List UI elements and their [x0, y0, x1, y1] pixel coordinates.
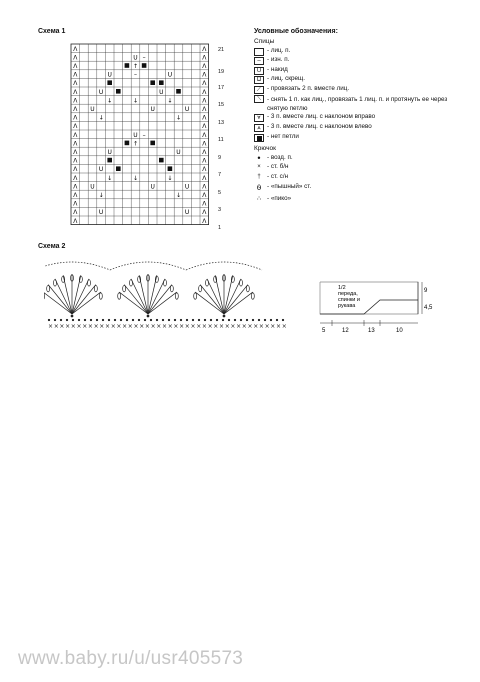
svg-text:–: – [142, 131, 146, 139]
legend-text: - 3 п. вместе лиц. с наклоном влево [267, 123, 372, 131]
legend-text: - возд. п. [267, 153, 293, 161]
svg-text:×: × [207, 323, 213, 330]
puff-icon: ⍬ [256, 182, 262, 192]
row-number: 11 [218, 137, 224, 143]
svg-text:Ʌ: Ʌ [73, 174, 78, 182]
svg-text:Ʌ: Ʌ [73, 106, 78, 113]
dc-icon: † [257, 173, 261, 180]
legend-item [254, 184, 469, 196]
svg-text:↑: ↑ [132, 140, 139, 148]
svg-text:×: × [59, 323, 65, 330]
legend-text: - накид [267, 65, 288, 73]
svg-text:↓: ↓ [132, 97, 139, 105]
svg-text:Ʌ: Ʌ [202, 217, 207, 225]
square-empty-icon [254, 48, 264, 56]
measure-value: 10 [396, 328, 403, 334]
legend-text: - провязать 2 п. вместе лиц. [267, 84, 350, 92]
svg-text:U: U [133, 54, 138, 62]
legend-text: - ст. б/н [267, 163, 289, 171]
pattern-measurement-diagram [318, 276, 440, 334]
crochet-edging-chart [44, 260, 294, 332]
svg-text:U: U [150, 106, 155, 113]
scheme1-title: Схема 1 [38, 28, 66, 35]
svg-text:Ʌ: Ʌ [73, 217, 78, 225]
svg-text:↓: ↓ [98, 114, 104, 122]
svg-text:Ʌ: Ʌ [73, 209, 78, 217]
k3tog-left-icon: ⩓ [254, 124, 264, 132]
row-number: 5 [218, 190, 222, 196]
svg-text:U: U [159, 88, 164, 96]
legend-text: - снять 1 п. как лиц., провязать 1 лиц. п. и протянуть ее через снятую петлю [267, 96, 448, 113]
svg-text:U: U [98, 88, 104, 96]
svg-text:×: × [144, 323, 150, 330]
svg-text:×: × [167, 323, 173, 330]
legend [254, 28, 469, 205]
svg-text:×: × [224, 323, 230, 330]
svg-text:Ʌ: Ʌ [73, 183, 78, 191]
svg-text:×: × [65, 323, 71, 330]
legend-item [254, 86, 469, 96]
svg-text:Ʌ: Ʌ [73, 131, 78, 139]
svg-text:U: U [184, 106, 190, 113]
ssk-icon: ⟍ [254, 95, 264, 103]
svg-text:×: × [201, 323, 207, 330]
knitting-chart [66, 41, 216, 231]
svg-text:U: U [90, 183, 95, 191]
row-number: 21 [218, 47, 225, 53]
svg-text:×: × [241, 323, 247, 330]
legend-item [254, 134, 469, 144]
svg-text:×: × [53, 323, 59, 330]
svg-text:↓: ↓ [175, 192, 182, 199]
svg-text:×: × [150, 323, 156, 330]
row-number: 7 [218, 172, 222, 178]
svg-text:↓: ↓ [175, 114, 182, 122]
legend-text: - лиц. п. [267, 46, 291, 54]
svg-text:Ʌ: Ʌ [73, 45, 78, 53]
legend-text: - «пышный» ст. [267, 182, 312, 190]
svg-text:Ʌ: Ʌ [73, 80, 78, 88]
svg-text:×: × [105, 323, 111, 330]
svg-text:–: – [134, 71, 137, 79]
svg-text:×: × [258, 323, 264, 330]
svg-text:×: × [99, 323, 105, 330]
row-number: 15 [218, 102, 225, 108]
svg-text:×: × [281, 323, 287, 330]
svg-text:×: × [162, 323, 168, 330]
svg-text:Ʌ: Ʌ [73, 54, 78, 62]
svg-text:U: U [133, 131, 138, 139]
dash-icon: – [254, 57, 264, 65]
measure-label: 1/2 [338, 285, 346, 291]
svg-text:Ʌ: Ʌ [202, 80, 207, 88]
measure-value: 13 [368, 328, 375, 334]
crossed-knit-icon: Ω [254, 76, 264, 84]
svg-text:Ʌ: Ʌ [202, 97, 207, 105]
svg-text:×: × [196, 323, 202, 330]
legend-text: - ст. с/н [267, 172, 289, 180]
svg-text:Ʌ: Ʌ [73, 140, 78, 148]
measure-label: спинки и [338, 297, 360, 303]
legend-text: - лиц. скрещ. [267, 75, 305, 83]
svg-text:Ʌ: Ʌ [202, 63, 207, 70]
svg-text:U: U [176, 149, 181, 156]
svg-text:U: U [98, 166, 104, 174]
svg-text:Ʌ: Ʌ [73, 157, 78, 165]
svg-text:×: × [93, 323, 99, 330]
svg-text:×: × [264, 323, 270, 330]
u-icon: U [254, 67, 264, 75]
svg-text:Ʌ: Ʌ [73, 88, 78, 96]
svg-text:U: U [107, 71, 112, 79]
svg-text:Ʌ: Ʌ [73, 200, 78, 208]
svg-text:U: U [98, 209, 104, 217]
svg-text:×: × [230, 323, 236, 330]
svg-text:U: U [184, 209, 190, 217]
svg-text:Ʌ: Ʌ [73, 149, 78, 156]
legend-text: - нет петли [267, 132, 299, 140]
legend-item [254, 196, 469, 206]
svg-text:U: U [184, 183, 190, 191]
row-number: 17 [218, 85, 225, 91]
row-number: 19 [218, 69, 225, 75]
svg-text:↓: ↓ [107, 97, 113, 105]
measure-label: рукава [338, 303, 356, 309]
measure-value: 5 [322, 328, 326, 334]
svg-text:Ʌ: Ʌ [202, 71, 207, 79]
svg-text:×: × [179, 323, 185, 330]
svg-text:Ʌ: Ʌ [202, 183, 207, 191]
svg-text:–: – [142, 54, 146, 62]
svg-text:×: × [213, 323, 219, 330]
svg-text:Ʌ: Ʌ [73, 97, 78, 105]
svg-text:↓: ↓ [132, 174, 139, 182]
row-number: 1 [218, 225, 222, 231]
svg-text:↓: ↓ [107, 174, 113, 182]
svg-text:Ʌ: Ʌ [202, 149, 207, 156]
svg-text:Ʌ: Ʌ [73, 71, 78, 79]
svg-text:↓: ↓ [98, 192, 104, 199]
svg-text:Ʌ: Ʌ [202, 131, 207, 139]
legend-text: - изн. п. [267, 56, 290, 64]
legend-text: - 3 п. вместе лиц. с наклоном вправо [267, 113, 376, 121]
svg-text:Ʌ: Ʌ [202, 200, 207, 208]
row-number: 9 [218, 155, 222, 161]
svg-text:×: × [139, 323, 145, 330]
svg-text:×: × [184, 323, 190, 330]
legend-item [254, 95, 469, 114]
svg-text:Ʌ: Ʌ [202, 106, 207, 113]
svg-text:Ʌ: Ʌ [202, 140, 207, 148]
svg-text:Ʌ: Ʌ [202, 88, 207, 96]
svg-text:U: U [167, 71, 173, 79]
svg-text:×: × [70, 323, 76, 330]
k3tog-right-icon: ⩔ [254, 114, 264, 122]
svg-text:Ʌ: Ʌ [202, 192, 207, 199]
knitting-header: Спицы [254, 38, 275, 45]
picot-icon: ∴ [257, 195, 261, 202]
svg-text:Ʌ: Ʌ [202, 114, 207, 122]
scheme2-title: Схема 2 [38, 243, 66, 250]
measure-value: 12 [342, 328, 349, 334]
svg-text:×: × [190, 323, 196, 330]
row-number: 13 [218, 120, 225, 126]
svg-text:Ʌ: Ʌ [202, 123, 207, 131]
svg-text:×: × [173, 323, 179, 330]
measure-value: 9 [424, 288, 428, 294]
legend-title: Условные обозначения: [254, 28, 338, 35]
svg-text:×: × [116, 323, 122, 330]
svg-text:×: × [247, 323, 253, 330]
svg-text:↑: ↑ [132, 63, 139, 70]
svg-text:×: × [122, 323, 128, 330]
legend-text: - «пико» [267, 194, 292, 202]
svg-text:Ʌ: Ʌ [202, 166, 207, 174]
svg-text:↓: ↓ [167, 174, 173, 182]
svg-text:×: × [110, 323, 116, 330]
svg-text:Ʌ: Ʌ [73, 114, 78, 122]
svg-text:×: × [82, 323, 88, 330]
svg-text:Ʌ: Ʌ [73, 166, 78, 174]
measure-label: переда, [338, 291, 358, 297]
svg-text:×: × [270, 323, 276, 330]
k2tog-icon: ⟋ [254, 86, 264, 94]
svg-text:Ʌ: Ʌ [202, 45, 207, 53]
svg-text:×: × [219, 323, 225, 330]
svg-text:×: × [253, 323, 259, 330]
row-number: 3 [218, 207, 222, 213]
svg-text:U: U [107, 149, 112, 156]
svg-text:Ʌ: Ʌ [73, 123, 78, 131]
svg-text:Ʌ: Ʌ [73, 63, 78, 70]
measure-value: 4,5 [424, 305, 433, 311]
watermark: www.baby.ru/u/usr405573 [18, 648, 244, 669]
svg-text:×: × [127, 323, 133, 330]
svg-text:U: U [150, 183, 155, 191]
svg-text:U: U [90, 106, 95, 113]
svg-text:Ʌ: Ʌ [202, 209, 207, 217]
svg-text:×: × [48, 323, 54, 330]
svg-text:×: × [276, 323, 282, 330]
svg-text:×: × [76, 323, 82, 330]
svg-text:×: × [236, 323, 242, 330]
chain-dot-icon: • [257, 152, 261, 163]
crochet-header: Крючок [254, 145, 276, 153]
svg-text:↓: ↓ [167, 97, 173, 105]
svg-text:×: × [87, 323, 93, 330]
cross-icon: × [257, 164, 261, 171]
svg-text:Ʌ: Ʌ [202, 54, 207, 62]
svg-text:×: × [133, 323, 139, 330]
svg-text:×: × [156, 323, 162, 330]
svg-text:Ʌ: Ʌ [73, 192, 78, 199]
svg-text:Ʌ: Ʌ [202, 174, 207, 182]
svg-text:Ʌ: Ʌ [202, 157, 207, 165]
black-square-icon [254, 134, 264, 142]
